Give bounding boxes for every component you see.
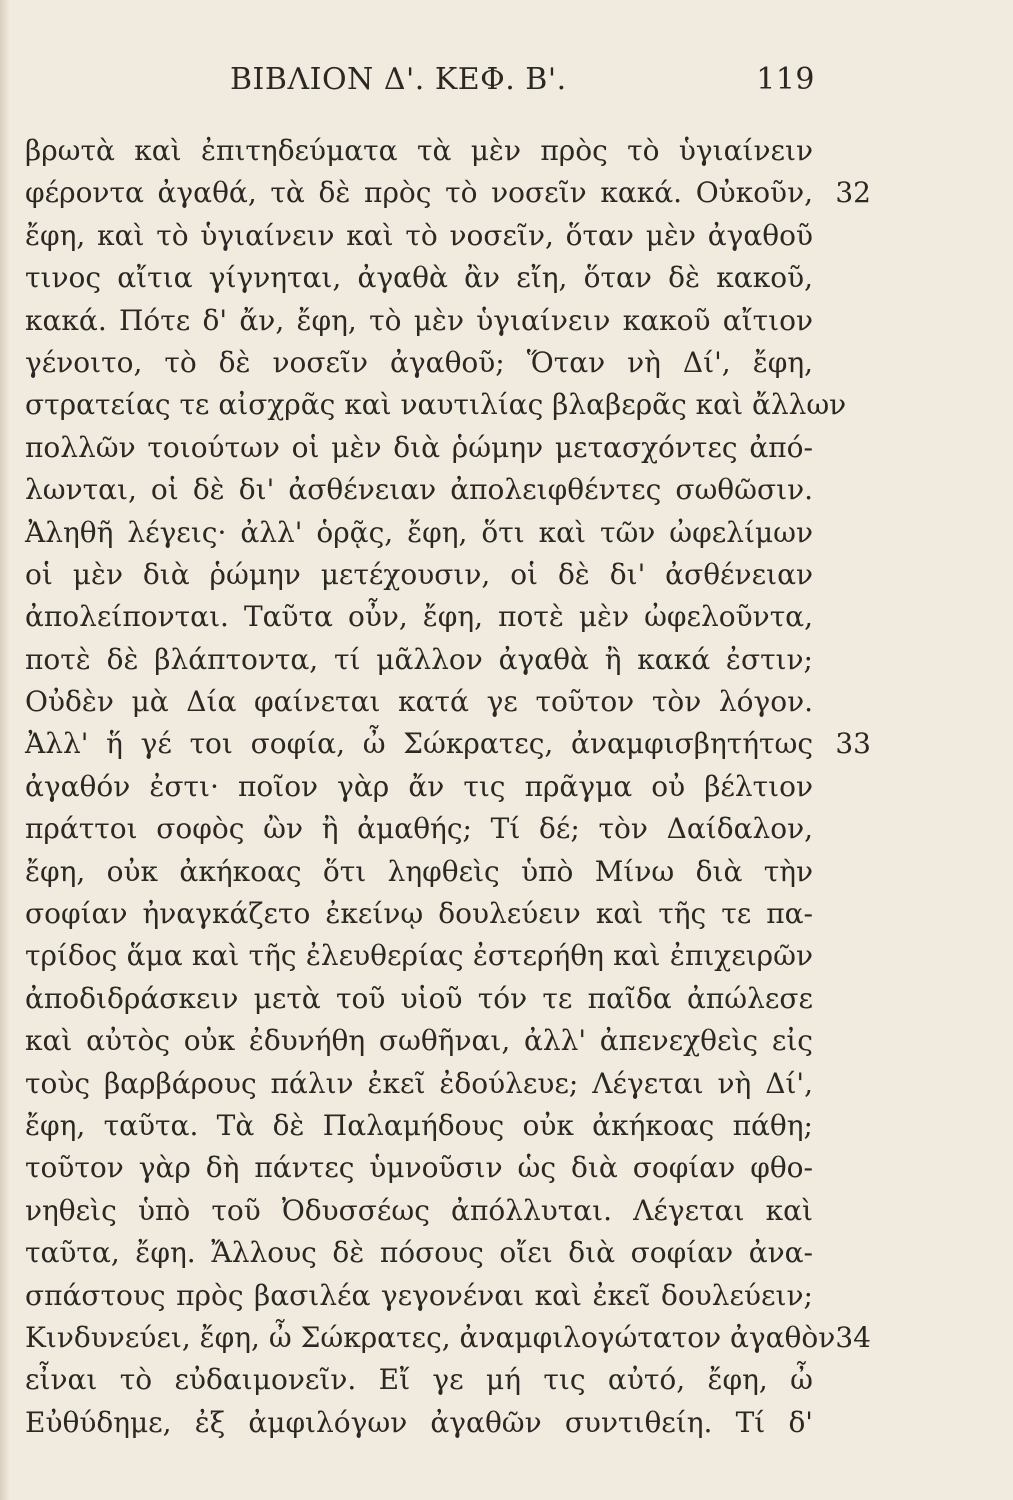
text-line [25, 893, 813, 935]
text-line-content: ἔφη, ταῦτα. Τὰ δὲ Παλαμήδους οὐκ ἀκήκοας πάθη; [25, 1108, 813, 1142]
text-line-content: Ἀλλ' ἥ γέ τοι σοφία, ὦ Σώκρατες, ἀναμφισβητήτως [25, 727, 813, 761]
text-line-content: τινος αἴτια γίγνηται, ἀγαθὰ ἂν εἴη, ὅταν δὲ κακοῦ, [25, 261, 813, 295]
text-line-content: νηθεὶς ὑπὸ τοῦ Ὀδυσσέως ἀπόλλυται. Λέγεται καὶ [25, 1193, 813, 1227]
text-line-content: τρίδος ἅμα καὶ τῆς ἐλευθερίας ἐστερήθη καὶ ἐπιχειρῶν [25, 939, 813, 973]
text-line-content: γένοιτο, τὸ δὲ νοσεῖν ἀγαθοῦ; Ὅταν νὴ Δί', ἔφη, [25, 345, 813, 379]
text-line [25, 1359, 813, 1401]
section-number: 32 [835, 176, 871, 210]
text-line-content: κακά. Πότε δ' ἄν, ἔφη, τὸ μὲν ὑγιαίνειν κακοῦ αἴτιον [25, 303, 813, 337]
running-title: ΒΙΒΛΙΟΝ Δ'. ΚΕΦ. Β'. [230, 62, 567, 97]
text-line [25, 1147, 813, 1189]
text-line [25, 1063, 813, 1105]
text-line-content: καὶ αὐτὸς οὐκ ἐδυνήθη σωθῆναι, ἀλλ' ἀπενεχθεὶς εἰς [25, 1024, 813, 1058]
text-line [25, 384, 847, 426]
text-line [25, 1020, 813, 1062]
text-line [25, 554, 813, 596]
text-line [25, 469, 813, 511]
text-line-content: σπάστους πρὸς βασιλέα γεγονέναι καὶ ἐκεῖ δουλεύειν; [25, 1278, 813, 1312]
text-line [25, 257, 813, 299]
text-line [25, 1190, 813, 1232]
text-line [25, 808, 813, 850]
text-line-content: σοφίαν ἠναγκάζετο ἐκείνῳ δουλεύειν καὶ τῆς τε πα- [25, 897, 813, 931]
text-line [25, 300, 813, 342]
text-line-content: ἀπολείπονται. Ταῦτα οὖν, ἔφη, ποτὲ μὲν ὠφελοῦντα, [25, 600, 813, 634]
text-line [25, 342, 813, 384]
text-line [25, 935, 813, 977]
text-line-content: Εὐθύδημε, ἐξ ἀμφιλόγων ἀγαθῶν συντιθείη. Τί δ' [25, 1405, 813, 1439]
text-line-content: Οὐδὲν μὰ Δία φαίνεται κατά γε τοῦτον τὸν λόγον. [25, 685, 813, 719]
text-line-content: Ἀληθῆ λέγεις· ἀλλ' ὁρᾷς, ἔφη, ὅτι καὶ τῶν ὠφελίμων [25, 515, 813, 549]
text-line [25, 512, 813, 554]
text-line [25, 978, 813, 1020]
text-line [25, 723, 871, 765]
page-header [230, 62, 815, 102]
text-line-content: λωνται, οἱ δὲ δι' ἀσθένειαν ἀπολειφθέντες σωθῶσιν. [25, 473, 813, 507]
text-line-content: ἀποδιδράσκειν μετὰ τοῦ υἱοῦ τόν τε παῖδα ἀπώλεσε [25, 981, 813, 1015]
text-line-content: πράττοι σοφὸς ὢν ἢ ἀμαθής; Τί δέ; τὸν Δαίδαλον, [25, 812, 813, 846]
text-line [25, 1232, 813, 1274]
text-line [25, 172, 871, 214]
text-line [25, 766, 813, 808]
text-line [25, 639, 813, 681]
text-line-content: πολλῶν τοιούτων οἱ μὲν διὰ ῥώμην μετασχόντες ἀπό- [25, 430, 813, 464]
text-line-content: φέροντα ἀγαθά, τὰ δὲ πρὸς τὸ νοσεῖν κακά. Οὐκοῦν, [25, 176, 813, 210]
text-line [25, 681, 813, 723]
text-line-content: ἔφη, οὐκ ἀκήκοας ὅτι ληφθεὶς ὑπὸ Μίνω διὰ τὴν [25, 854, 813, 888]
text-line-content: βρωτὰ καὶ ἐπιτηδεύματα τὰ μὲν πρὸς τὸ ὑγιαίνειν [25, 134, 813, 167]
text-line-content: εἶναι τὸ εὐδαιμονεῖν. Εἴ γε μή τις αὐτό, ἔφη, ὦ [25, 1363, 813, 1397]
text-line-content: τοὺς βαρβάρους πάλιν ἐκεῖ ἐδούλευε; Λέγεται νὴ Δί', [25, 1066, 813, 1100]
section-number: 33 [835, 727, 871, 761]
text-line [25, 1275, 813, 1317]
text-line [25, 1317, 871, 1359]
page-number: 119 [756, 62, 815, 97]
text-line-content: Κινδυνεύει, ἔφη, ὦ Σώκρατες, ἀναμφιλογώτατον ἀγαθὸν [25, 1320, 836, 1354]
text-line [25, 215, 813, 257]
section-number: 34 [835, 1320, 871, 1354]
text-line [25, 130, 813, 172]
text-line [25, 851, 813, 893]
body-text [25, 130, 871, 1444]
text-line-content: στρατείας τε αἰσχρᾶς καὶ ναυτιλίας βλαβερᾶς καὶ ἄλλων [25, 388, 847, 422]
text-line-content: τοῦτον γὰρ δὴ πάντες ὑμνοῦσιν ὡς διὰ σοφίαν φθο- [25, 1151, 813, 1185]
text-line-content: ἔφη, καὶ τὸ ὑγιαίνειν καὶ τὸ νοσεῖν, ὅταν μὲν ἀγαθοῦ [25, 218, 813, 252]
text-line-content: ταῦτα, ἔφη. Ἄλλους δὲ πόσους οἴει διὰ σοφίαν ἀνα- [25, 1236, 813, 1270]
text-line [25, 596, 813, 638]
text-line-content: οἱ μὲν διὰ ῥώμην μετέχουσιν, οἱ δὲ δι' ἀσθένειαν [25, 557, 813, 591]
text-line-content: ποτὲ δὲ βλάπτοντα, τί μᾶλλον ἀγαθὰ ἢ κακά ἐστιν; [25, 642, 813, 676]
text-line [25, 1105, 813, 1147]
text-line [25, 427, 813, 469]
text-line-content: ἀγαθόν ἐστι· ποῖον γὰρ ἄν τις πρᾶγμα οὐ βέλτιον [25, 769, 813, 803]
text-line [25, 1402, 813, 1444]
